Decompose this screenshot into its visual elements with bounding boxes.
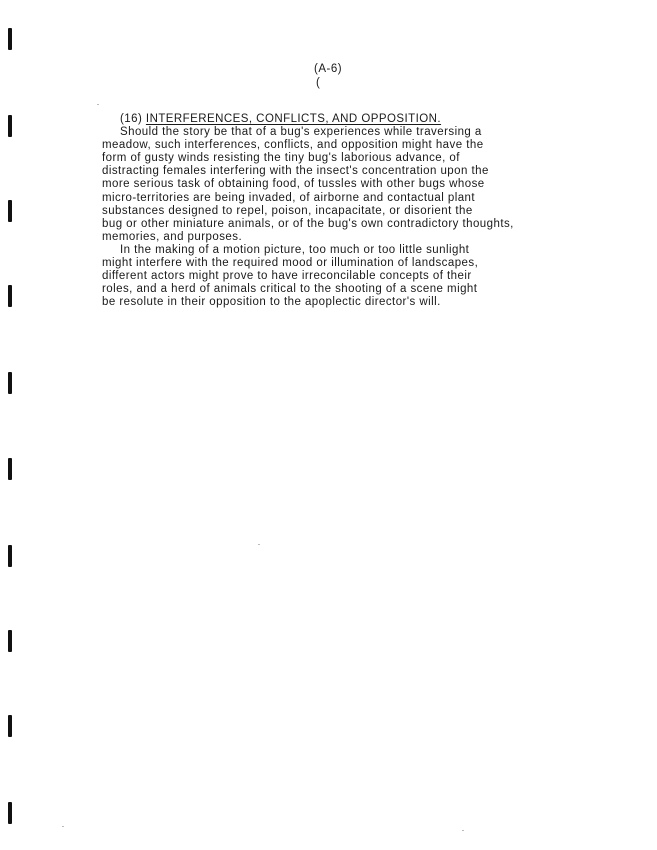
binding-mark (8, 115, 12, 137)
binding-mark (8, 630, 12, 652)
page-number: (A-6) (314, 63, 343, 75)
text-line: roles, and a herd of animals critical to the shooting of a scene might (102, 283, 478, 296)
paragraph-1 (102, 126, 647, 244)
text-line: In the making of a motion picture, too much or too little sunlight (120, 243, 470, 256)
text-line: more serious task of obtaining food, of tussles with other bugs whose (102, 178, 485, 191)
text-line: be resolute in their opposition to the apoplectic director's will. (102, 296, 441, 309)
section-title: INTERFERENCES, CONFLICTS, AND OPPOSITION. (145, 113, 442, 125)
text-line: bug or other miniature animals, or of the bug's own contradictory thoughts, (102, 217, 514, 230)
text-line: memories, and purposes. (102, 230, 243, 243)
body-text (102, 113, 647, 309)
paragraph-2 (102, 244, 647, 309)
text-line: substances designed to repel, poison, incapacitate, or disorient the (102, 204, 473, 217)
binding-mark (8, 458, 12, 480)
text-line: micro-territories are being invaded, of airborne and contactual plant (102, 191, 476, 204)
scan-speck (97, 104, 99, 105)
text-line: Should the story be that of a bug's experiences while traversing a (120, 126, 482, 139)
scan-speck (62, 826, 64, 827)
binding-mark (8, 802, 12, 824)
binding-mark (8, 200, 12, 222)
binding-mark (8, 372, 12, 394)
text-line: form of gusty winds resisting the tiny bug's laborious advance, of (102, 152, 460, 165)
text-line: meadow, such interferences, conflicts, and opposition might have the (102, 139, 484, 152)
text-line: distracting females interfering with the insect's concentration upon the (102, 165, 489, 178)
binding-mark (8, 285, 12, 307)
binding-mark (8, 715, 12, 737)
stray-parenthesis: ( (316, 77, 320, 89)
section-number: (16) (120, 113, 143, 125)
binding-mark (8, 28, 12, 50)
text-line: different actors might prove to have irreconcilable concepts of their (102, 270, 472, 283)
binding-mark (8, 545, 12, 567)
scan-speck (462, 830, 464, 831)
section-heading (102, 113, 647, 126)
text-line: might interfere with the required mood or illumination of landscapes, (102, 257, 479, 270)
scan-speck (258, 544, 260, 545)
